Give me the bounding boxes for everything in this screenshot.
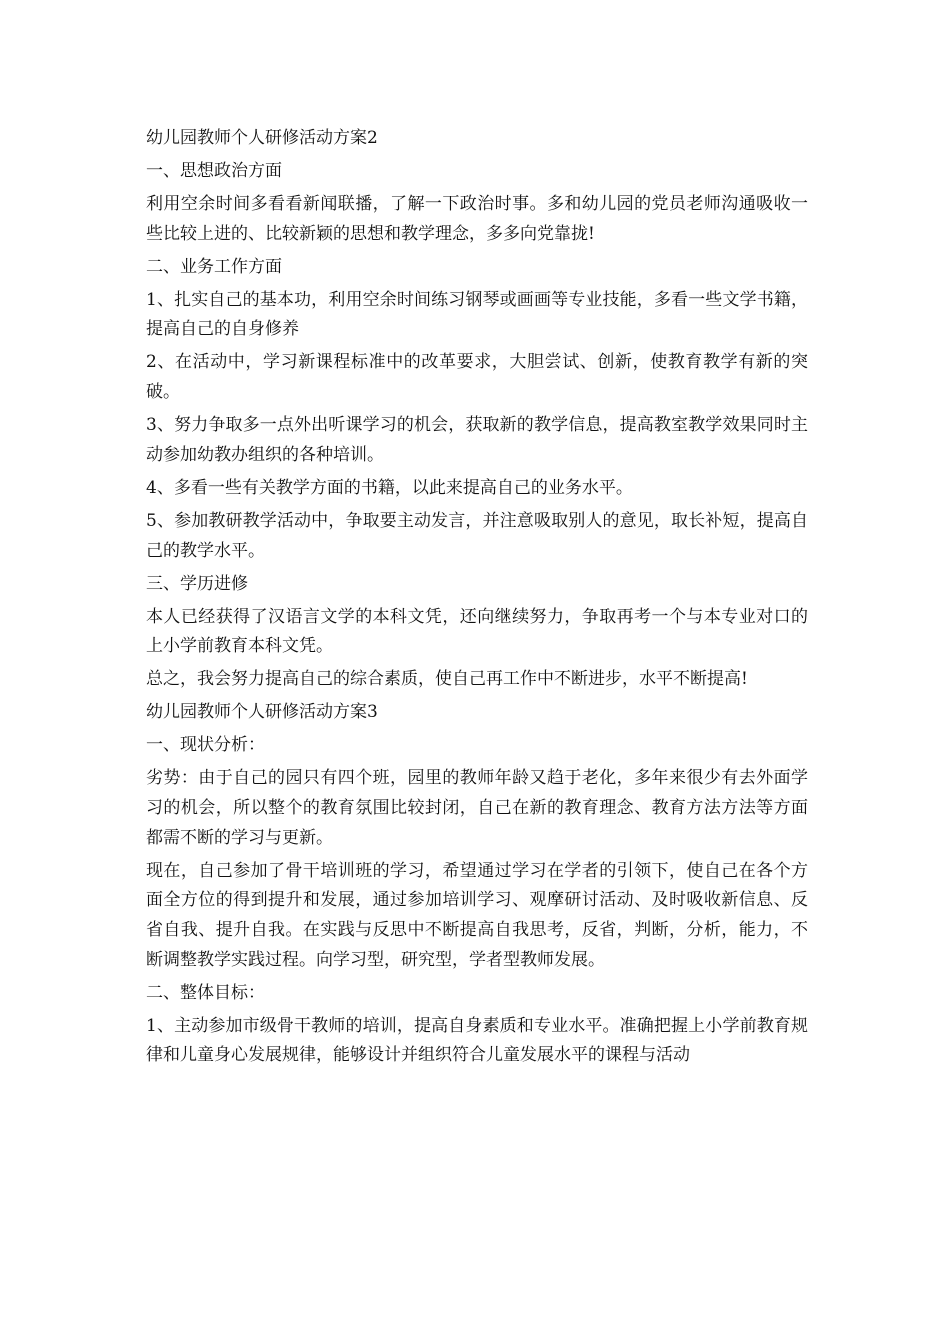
list-item: 1、主动参加市级骨干教师的培训，提高自身素质和专业水平。准确把握上小学前教育规律和儿童身心发展规律，能够设计并组织符合儿童发展水平的课程与活动 — [146, 1015, 808, 1066]
paragraph: 本人已经获得了汉语言文学的本科文凭，还向继续努力，争取再考一个与本专业对口的上小学前教育本科文凭。 — [146, 606, 808, 657]
list-item: 5、参加教研教学活动中，争取要主动发言，并注意吸取别人的意见，取长补短，提高自己的教学水平。 — [146, 510, 808, 561]
paragraph: 总之，我会努力提高自己的综合素质，使自己再工作中不断进步，水平不断提高! — [146, 669, 748, 690]
section-heading: 一、现状分析： — [146, 735, 265, 756]
paragraph: 利用空余时间多看看新闻联播，了解一下政治时事。多和幼儿园的党员老师沟通吸收一些比较上进的、比较新颖的思想和教学理念，多多向党靠拢! — [146, 194, 808, 244]
section-heading: 一、思想政治方面 — [146, 161, 282, 181]
list-item: 2、在活动中，学习新课程标准中的改革要求，大胆尝试、创新，使教育教学有新的突破。 — [146, 352, 808, 403]
paragraph: 劣势：由于自己的园只有四个班，园里的教师年龄又趋于老化，多年来很少有去外面学习的机会，所以整个的教育氛围比较封闭，自己在新的教育理念、教育方法方法等方面都需不断的学习与更新。 — [146, 768, 808, 848]
section-title: 幼儿园教师个人研修活动方案3 — [146, 702, 378, 723]
section-title: 幼儿园教师个人研修活动方案2 — [146, 128, 378, 148]
list-item: 4、多看一些有关教学方面的书籍，以此来提高自己的业务水平。 — [146, 477, 633, 498]
document-body — [146, 124, 808, 1074]
section-heading: 三、学历进修 — [146, 573, 248, 594]
paragraph: 现在，自己参加了骨干培训班的学习，希望通过学习在学者的引领下，使自己在各个方面全方位的得到提升和发展，通过参加培训学习、观摩研讨活动、及时吸收新信息、反省自我、提升自我。在实践与反思中不断提高自我思考，反省，判断，分析，能力，不断调整教学实践过程。向学习型，研究型，学者型教师发展。 — [146, 860, 808, 970]
section-heading: 二、业务工作方面 — [146, 256, 282, 277]
list-item: 3、努力争取多一点外出听课学习的机会，获取新的教学信息，提高教室教学效果同时主动参加幼教办组织的各种培训。 — [146, 415, 808, 465]
section-heading: 二、整体目标： — [146, 982, 265, 1003]
list-item: 1、扎实自己的基本功，利用空余时间练习钢琴或画画等专业技能，多看一些文学书籍，提高自己的自身修养 — [146, 289, 808, 340]
